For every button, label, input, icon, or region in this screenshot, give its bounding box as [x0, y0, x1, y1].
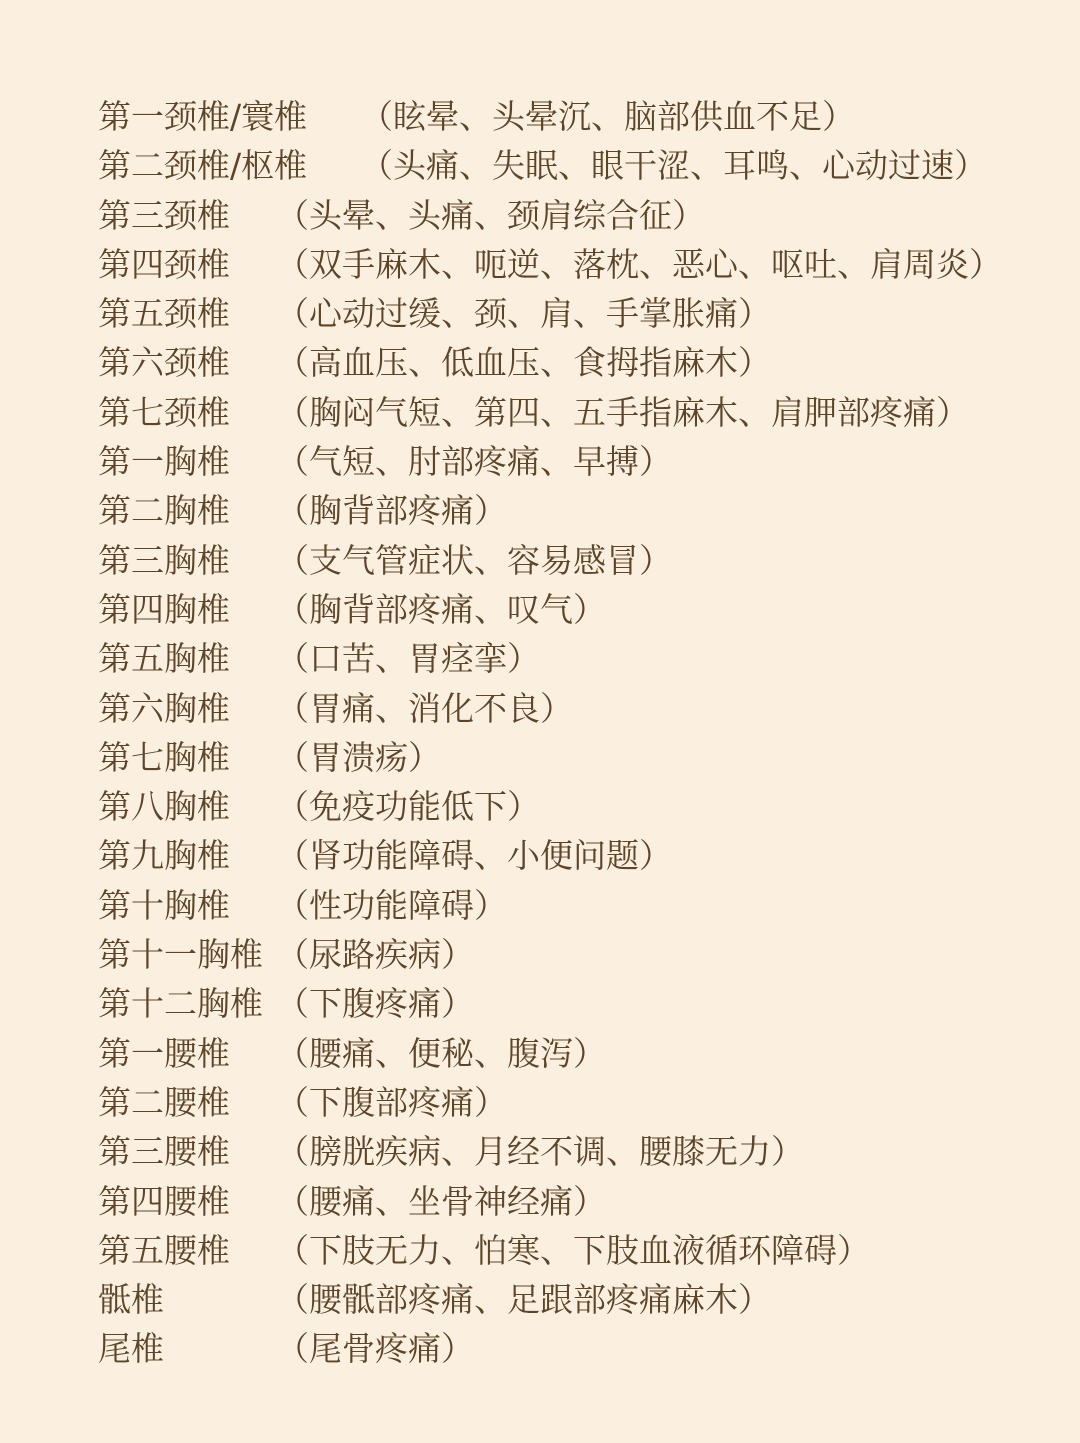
vertebra-symptoms: （性功能障碍） [276, 885, 507, 925]
vertebra-row [98, 1078, 1058, 1127]
vertebra-symptoms: （下腹部疼痛） [276, 1082, 507, 1122]
vertebra-name: 第二腰椎 [98, 1082, 230, 1122]
vertebra-row [98, 388, 1058, 437]
vertebra-symptoms: （腰痛、坐骨神经痛） [276, 1181, 606, 1221]
vertebra-symptoms: （尾骨疼痛） [276, 1329, 474, 1369]
vertebra-row [98, 141, 1058, 190]
vertebra-symptoms: （高血压、低血压、食拇指麻木） [276, 343, 771, 383]
vertebra-row [98, 92, 1058, 141]
vertebra-row [98, 585, 1058, 634]
vertebra-row [98, 1029, 1058, 1078]
vertebra-row [98, 782, 1058, 831]
vertebra-row [98, 191, 1058, 240]
vertebra-symptoms: （下肢无力、怕寒、下肢血液循环障碍） [276, 1230, 870, 1270]
vertebra-symptoms: （气短、肘部疼痛、早搏） [276, 442, 672, 482]
vertebra-name: 第五颈椎 [98, 294, 230, 334]
vertebra-name: 第十胸椎 [98, 885, 230, 925]
vertebra-row [98, 1177, 1058, 1226]
vertebra-symptoms: （头晕、头痛、颈肩综合征） [276, 195, 705, 235]
vertebra-symptoms: （眩晕、头晕沉、脑部供血不足） [360, 97, 855, 136]
vertebra-name: 第四腰椎 [98, 1181, 230, 1221]
vertebra-row [98, 733, 1058, 782]
vertebra-row [98, 1275, 1058, 1324]
vertebra-row [98, 634, 1058, 683]
vertebra-row [98, 1324, 1058, 1373]
vertebra-name: 第七胸椎 [98, 737, 230, 777]
vertebra-symptoms: （免疫功能低下） [276, 787, 540, 827]
vertebra-row [98, 536, 1058, 585]
vertebra-row [98, 1226, 1058, 1275]
vertebra-symptoms: （心动过缓、颈、肩、手掌胀痛） [276, 294, 771, 334]
vertebra-row [98, 338, 1058, 387]
vertebra-name: 第六胸椎 [98, 688, 230, 728]
vertebra-symptoms: （下腹疼痛） [276, 984, 474, 1024]
vertebra-symptoms: （胃溃疡） [276, 737, 441, 777]
vertebra-name: 第十一胸椎 [98, 935, 263, 975]
vertebra-row [98, 684, 1058, 733]
vertebra-name: 第七颈椎 [98, 392, 230, 432]
vertebra-symptoms: （胸背部疼痛、叹气） [276, 589, 606, 629]
vertebra-name: 第五胸椎 [98, 639, 230, 679]
vertebra-row [98, 240, 1058, 289]
vertebra-name: 第六颈椎 [98, 343, 230, 383]
vertebra-name: 第三腰椎 [98, 1132, 230, 1172]
vertebra-symptoms: （尿路疾病） [276, 935, 474, 975]
vertebra-name: 第一腰椎 [98, 1033, 230, 1073]
vertebra-row [98, 289, 1058, 338]
vertebra-name: 第二颈椎/枢椎 [98, 146, 308, 186]
vertebra-symptoms: （膀胱疾病、月经不调、腰膝无力） [276, 1132, 804, 1172]
vertebra-row [98, 979, 1058, 1028]
vertebra-symptoms: （胸闷气短、第四、五手指麻木、肩胛部疼痛） [276, 392, 969, 432]
vertebra-name: 第五腰椎 [98, 1230, 230, 1270]
vertebra-symptoms: （双手麻木、呃逆、落枕、恶心、呕吐、肩周炎） [276, 244, 1002, 284]
vertebra-name: 第一胸椎 [98, 442, 230, 482]
vertebra-row [98, 1127, 1058, 1176]
vertebra-row [98, 486, 1058, 535]
vertebra-symptoms: （腰骶部疼痛、足跟部疼痛麻木） [276, 1280, 771, 1320]
vertebra-symptoms: （腰痛、便秘、腹泻） [276, 1033, 606, 1073]
vertebra-row [98, 831, 1058, 880]
vertebra-name: 第二胸椎 [98, 491, 230, 531]
vertebra-name: 第八胸椎 [98, 787, 230, 827]
vertebra-name: 尾椎 [98, 1329, 164, 1369]
vertebra-symptoms: （口苦、胃痉挛） [276, 639, 540, 679]
vertebra-name: 第四胸椎 [98, 589, 230, 629]
vertebra-name: 第三颈椎 [98, 195, 230, 235]
vertebra-symptoms: （肾功能障碍、小便问题） [276, 836, 672, 876]
vertebra-symptoms: （头痛、失眠、眼干涩、耳鸣、心动过速） [360, 146, 987, 186]
vertebra-name: 第九胸椎 [98, 836, 230, 876]
vertebra-name: 第四颈椎 [98, 244, 230, 284]
vertebra-row [98, 881, 1058, 930]
vertebra-row [98, 437, 1058, 486]
vertebra-name: 第十二胸椎 [98, 984, 263, 1024]
vertebra-name: 骶椎 [98, 1280, 164, 1320]
vertebra-symptoms: （支气管症状、容易感冒） [276, 540, 672, 580]
vertebra-row [98, 930, 1058, 979]
vertebra-symptoms: （胸背部疼痛） [276, 491, 507, 531]
spine-symptom-list [98, 92, 1058, 1374]
vertebra-symptoms: （胃痛、消化不良） [276, 688, 573, 728]
vertebra-name: 第一颈椎/寰椎 [98, 97, 308, 136]
vertebra-name: 第三胸椎 [98, 540, 230, 580]
